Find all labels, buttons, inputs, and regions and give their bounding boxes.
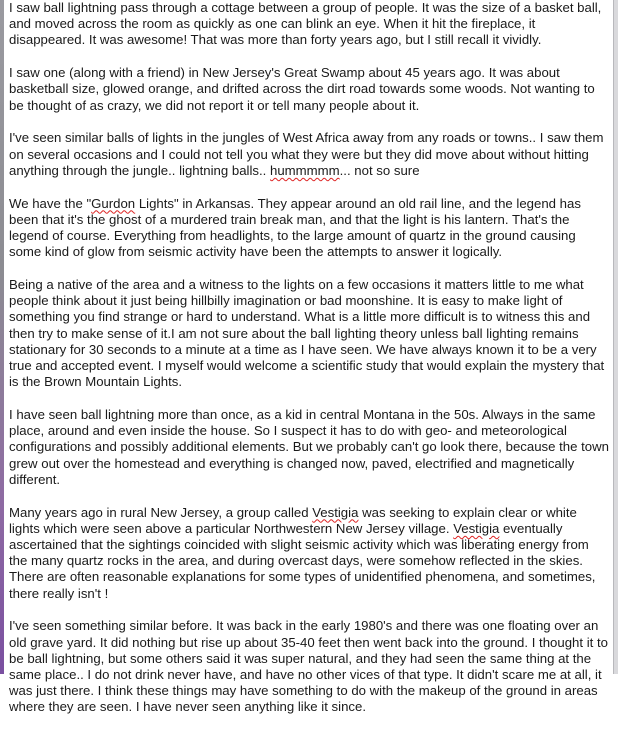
- comment-text: Lights" in Arkansas. They appear around an old rail line, and the legend has been that it's the ghost of a murdered train break man, and that the light is his lantern. That's the legend of course. Everything from headlights, to the large amount of quartz in the ground causing some kind of glow from seismic activity have been the attempts to answer it logically.: [9, 195, 581, 260]
- comment-text: was seeking to explain clear or white lights which were seen above a particular Northwestern New Jersey village.: [9, 504, 577, 536]
- comment-text: I have seen ball lightning more than once, as a kid in central Montana in the 50s. Always in the same place, around and even inside the house. So I suspect it has to do with geo- and meteorological configurations and possibly additional elements. But we probably can't go look there, because the town grew out over the homestead and everything is changed now, paved, electrified and magnetically different.: [9, 407, 609, 487]
- spellcheck-flagged-word: Vestigia: [312, 504, 359, 520]
- comment-paragraph: [9, 407, 609, 488]
- comment-text: We have the ": [9, 195, 92, 211]
- comment-text: I saw ball lightning pass through a cottage between a group of people. It was the size of a basket ball, and moved across the room as quickly as one can blink an eye. When it hit the fireplace, it disappeared. It was awesome! That was more than forty years ago, but I still recall it vividly.: [9, 0, 602, 48]
- window-left-edge: [0, 0, 4, 674]
- comment-paragraph: [9, 65, 609, 114]
- comment-text: Many years ago in rural New Jersey, a group called: [9, 504, 313, 520]
- comment-text: I saw one (along with a friend) in New Jersey's Great Swamp about 45 years ago. It was about basketball size, glowed orange, and drifted across the dirt road towards some woods. Not wanting to be thought of as crazy, we did not report it or tell many people about it.: [9, 65, 595, 113]
- spellcheck-flagged-word: Gurdon: [91, 195, 136, 211]
- spellcheck-flagged-word: Vestigia: [453, 520, 500, 536]
- comment-text: eventually ascertained that the sightings coincided with slight seismic activity which was liberating energy from the many quartz rocks in the area, and during overcast days, were somehow reflected in the skies. There are often reasonable explanations for some types of unidentified phenomena, and sometimes, there really isn't !: [9, 520, 596, 601]
- comment-paragraph: [9, 618, 609, 715]
- scrollbar-track[interactable]: [613, 0, 618, 674]
- comment-text: I've seen similar balls of lights in the jungles of West Africa away from any roads or towns.. I saw them on several occasions and I could not tell you what they were but they did move about without hitting anything through the jungle.. lightning balls..: [9, 130, 604, 178]
- comment-paragraph: [9, 0, 609, 49]
- comment-text: Being a native of the area and a witness to the lights on a few occasions it matters little to me what people think about it just being hillbilly imagination or bad moonshine. It is easy to make light of something you find strange or hard to understand. What is a little more difficult is to witness this and then try to make sense of it.I am not sure about the ball lighting theory unless ball lighting remains stationary for 30 seconds to a minute at a time as I have seen. We have always known it to be a very true and accepted event. I myself would welcome a scientific study that would explain the mystery that is the Brown Mountain Lights.: [9, 277, 605, 390]
- comment-text: ... not so sure: [339, 162, 420, 178]
- comments-text-area: [9, 0, 609, 732]
- comment-paragraph: [9, 130, 609, 179]
- comment-paragraph: [9, 196, 609, 261]
- spellcheck-flagged-word: hummmmm: [270, 162, 340, 178]
- comment-paragraph: [9, 277, 609, 390]
- comment-paragraph: [9, 505, 609, 602]
- comment-text: I've seen something similar before. It was back in the early 1980's and there was one floating over an old grave yard. It did nothing but rise up about 35-40 feet then went back into the ground. I thought it to be ball lightning, but some others said it was super natural, and they had seen the same thing at the same place.. I do not drink never have, and have no other vices of that type. It didn't scare me at all, it was just there. I think these things may have something to do with the makeup of the ground in areas where they are seen. I have never seen anything like it since.: [9, 618, 608, 715]
